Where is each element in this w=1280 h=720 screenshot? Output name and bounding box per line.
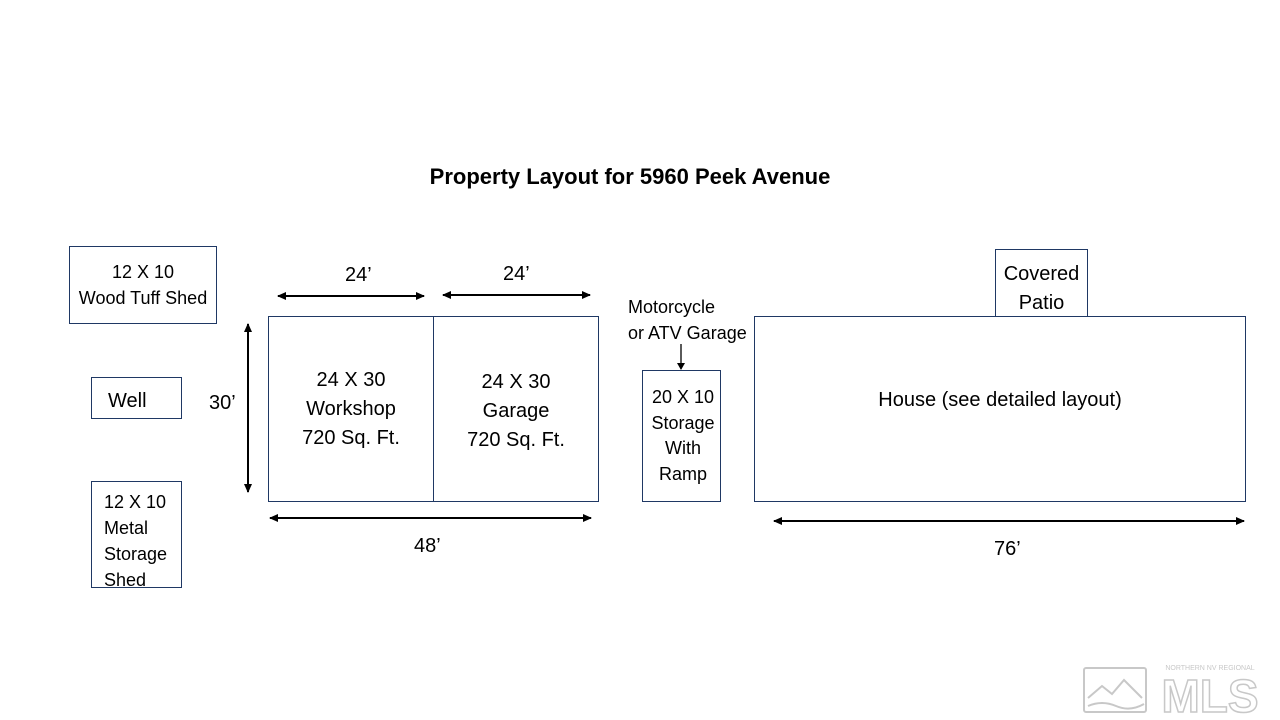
workshop-label: 24 X 30 Workshop 720 Sq. Ft. (302, 369, 400, 449)
garage-width-label: 24’ (503, 263, 530, 285)
garage-label: 24 X 30 Garage 720 Sq. Ft. (467, 371, 565, 451)
page-title: Property Layout for 5960 Peek Avenue (429, 164, 831, 189)
workshop-width-label: 24’ (345, 264, 372, 286)
total-width-label: 48’ (414, 535, 441, 557)
wood-shed-label: 12 X 10 Wood Tuff Shed (78, 262, 208, 308)
mls-logo-text: MLS (1161, 670, 1259, 716)
storage-callout: Motorcycle or ATV Garage (628, 297, 747, 343)
storage-label: 20 X 10 Storage With Ramp (651, 387, 715, 484)
mls-watermark-logo (1082, 662, 1274, 716)
height-label: 30’ (209, 392, 236, 414)
house-width-label: 76’ (994, 538, 1021, 560)
covered-patio-label: Covered Patio (1003, 263, 1080, 314)
mls-small-text: NORTHERN NV REGIONAL (1165, 665, 1255, 672)
well-label: Well (108, 390, 147, 412)
metal-shed-label: 12 X 10 Metal Storage Shed (104, 492, 168, 590)
house-label: House (see detailed layout) (878, 389, 1122, 411)
